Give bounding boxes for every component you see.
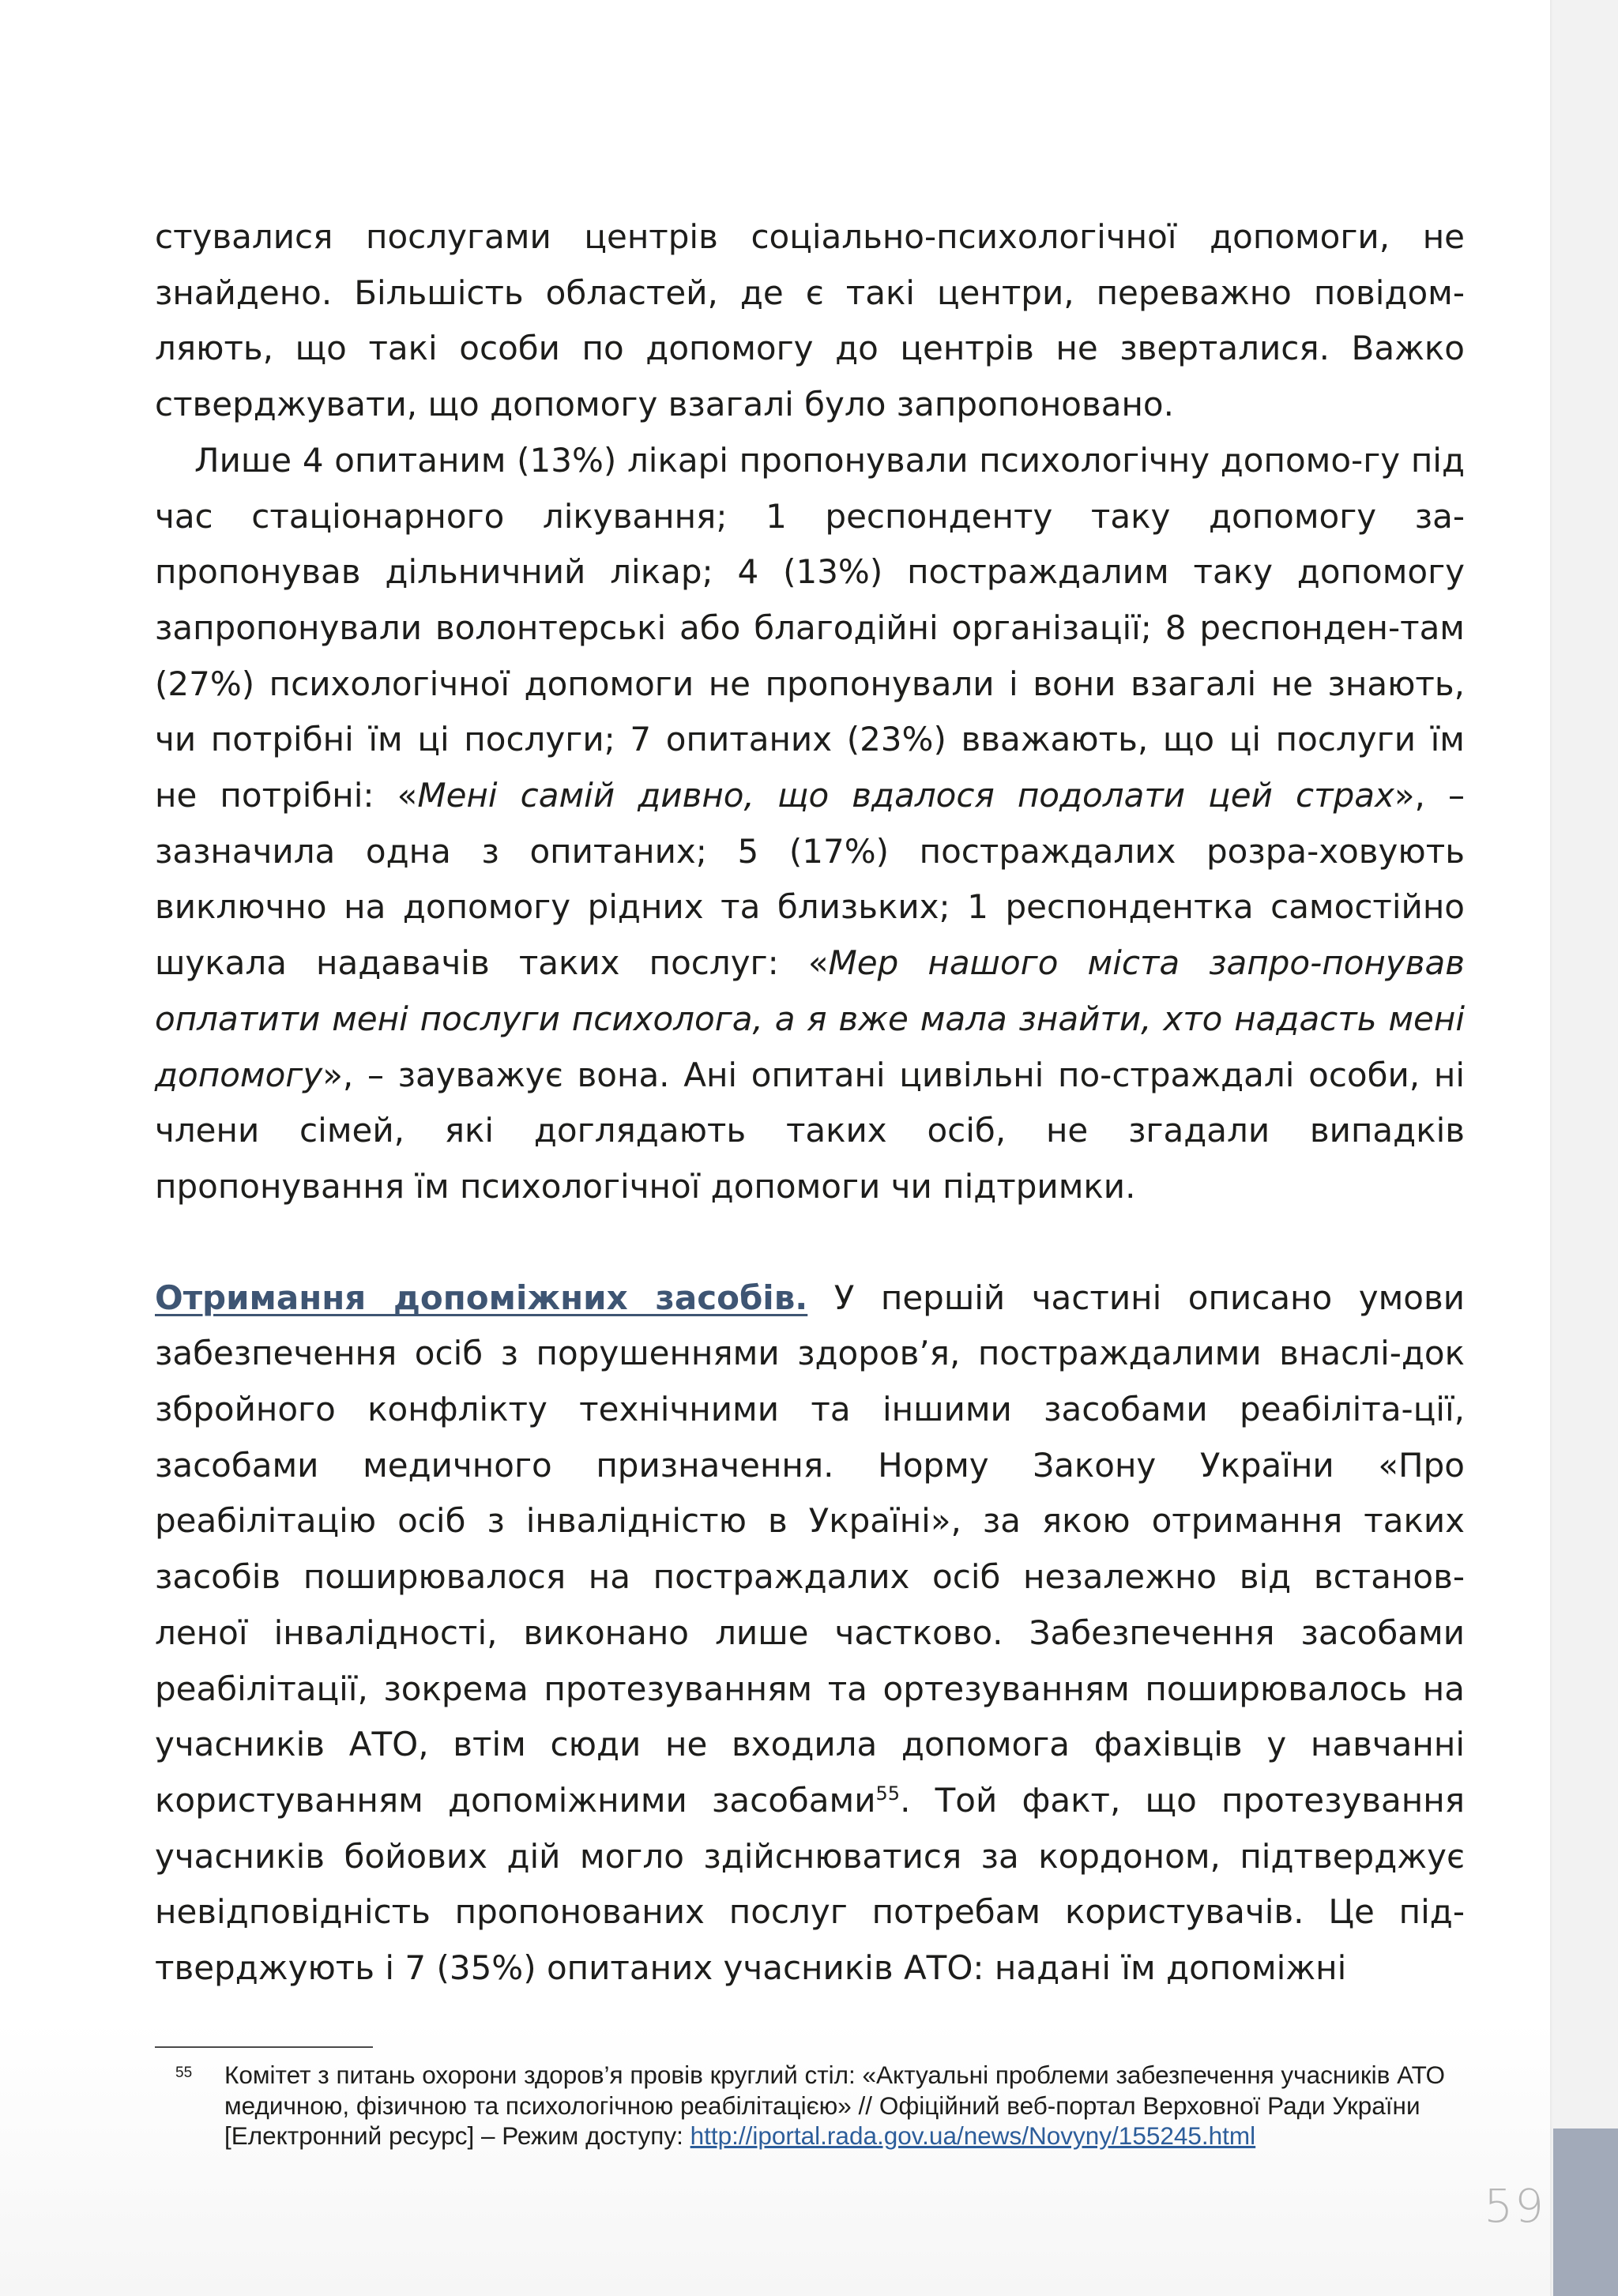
paragraph-2 <box>155 433 1465 1215</box>
quote-2: Мер нашого міста запро-понував оплатити мені послуги психолога, а я вже мала знайти, хто надасть мені допомогу <box>155 943 1465 1094</box>
quote-1: Мені самій дивно, що вдалося подолати цей страх <box>417 776 1394 815</box>
paragraph-2-text-b: », – зазначила одна з опитаних; 5 (17%) постраждалих розра-ховують виключно на допомогу рідних та близьких; 1 респондентка самостійно шукала надавачів таких послуг: « <box>155 776 1465 983</box>
page-edge-strip <box>1553 0 1618 2296</box>
footnote-body <box>224 2060 1471 2151</box>
page-number: 59 <box>1484 2179 1545 2233</box>
paragraph-2-text-a: Лише 4 опитаним (13%) лікарі пропонували психологічну допомо-гу під час стаціонарного лікування; 1 респонденту таку допомогу за-пропонував дільничний лікар; 4 (13%) постраждалим таку допомогу запропонували волонтерські або благодійні організації; 8 респонден-там (27%) психологічної допомоги не пропонували і вони взагалі не знають, чи потрібні їм ці послуги; 7 опитаних (23%) вважають, що ці послуги їм не потрібні: « <box>155 440 1465 815</box>
paragraph-gap <box>155 1215 1465 1270</box>
footnote-number: 55 <box>175 2065 193 2081</box>
paragraph-3 <box>155 1270 1465 1997</box>
paragraph-3-text-a: У першій частині описано умови забезпечення осіб з порушеннями здоров’я, постраждалими внаслі-док збройного конфлікту технічними та іншими засобами реабіліта-ції, засобами медичного призначення. Норму Закону України «Про реабілітацію осіб з інвалідністю в Україні», за якою отримання таких засобів поширювалося на постраждалих осіб незалежно від встанов-леної інвалідності, виконано лише частково. Забезпечення засобами реабілітації, зокрема протезуванням та ортезуванням поширювалось на учасників АТО, втім сюди не входила допомога фахівців у навчанні користуванням допоміжними засобами <box>155 1278 1466 1820</box>
paragraph-1: стувалися послугами центрів соціально-психологічної допомоги, не знайдено. Більшість областей, де є такі центри, переважно повідом-ляють, що такі особи по допомогу до центрів не зверталися. Важко стверджувати, що допомогу взагалі було запропоновано. <box>155 217 1465 424</box>
paragraph-2-text-c: », – зауважує вона. Ані опитані цивільні по-страждалі особи, ні члени сімей, які доглядають таких осіб, не згадали випадків пропонування їм психологічної допомоги чи підтримки. <box>155 1055 1465 1206</box>
section-heading: Отримання допоміжних засобів. <box>155 1278 808 1317</box>
footnote <box>175 2060 1471 2151</box>
footnote-rule <box>155 2046 373 2048</box>
paragraph-3-text-b: . Той факт, що протезування учасників бойових дій могло здійснюватися за кордоном, підтверджує невідповідність пропонованих послуг потребам користувачів. Це під-тверджують і 7 (35%) опитаних учасників АТО: надані їм допоміжні <box>155 1780 1465 1988</box>
footnote-text: Комітет з питань охорони здоров’я провів круглий стіл: «Актуальні проблеми забезпечення учасників АТО медичною, фізичною та психологічною реабілітацією» // Офіційний веб-портал Верховної Ради України [Електронний ресурс] – Режим доступу: <box>224 2061 1445 2150</box>
footnote-link[interactable]: http://iportal.rada.gov.ua/news/Novyny/155245.html <box>690 2121 1256 2150</box>
footnote-ref-55[interactable]: 55 <box>875 1782 901 1805</box>
chapter-tab <box>1553 2129 1618 2296</box>
body-text <box>155 209 1465 1997</box>
